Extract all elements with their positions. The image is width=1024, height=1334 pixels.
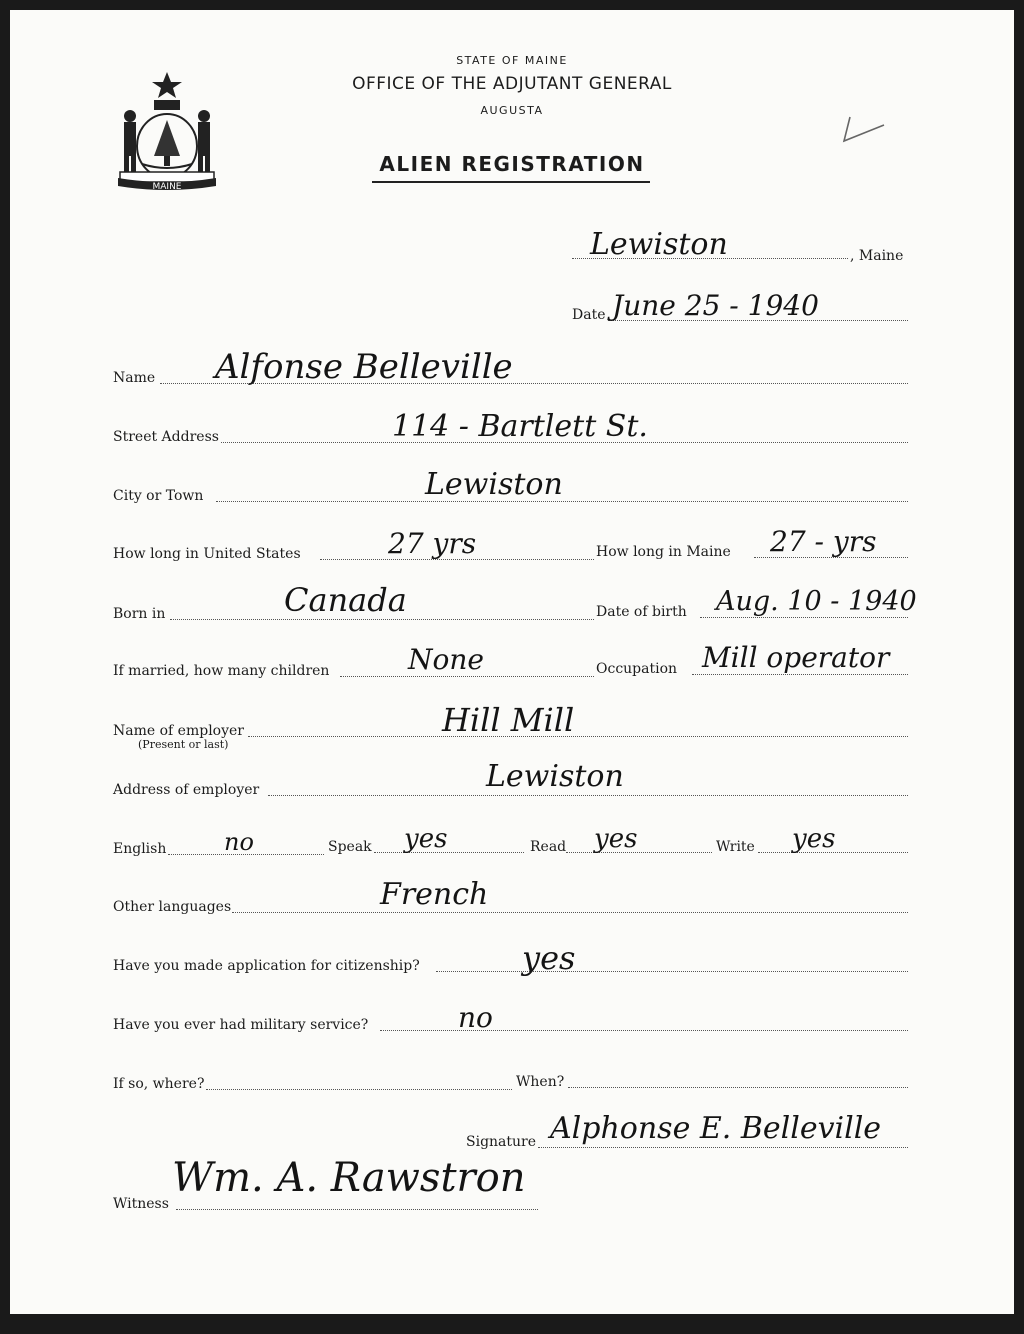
english-entry: no xyxy=(224,828,254,856)
date-label: Date xyxy=(572,307,606,323)
read-entry: yes xyxy=(594,824,638,854)
citizenship-line xyxy=(436,971,908,972)
form-title: ALIEN REGISTRATION xyxy=(379,152,645,176)
date-entry: June 25 - 1940 xyxy=(612,289,819,322)
employer-name-entry: Hill Mill xyxy=(442,701,575,739)
born-in-line xyxy=(170,619,594,620)
where-line xyxy=(206,1089,512,1090)
signature-entry: Alphonse E. Belleville xyxy=(550,1111,882,1146)
citizenship-label: Have you made application for citizenship? xyxy=(113,958,420,974)
where-label: If so, where? xyxy=(113,1076,205,1092)
speak-line xyxy=(374,852,524,853)
name-label: Name xyxy=(113,370,156,386)
street-address-entry: 114 - Bartlett St. xyxy=(392,409,648,444)
born-in-entry: Canada xyxy=(284,581,407,619)
employer-address-line xyxy=(268,795,908,796)
occupation-line xyxy=(692,674,908,675)
city-or-town-entry: Lewiston xyxy=(425,467,563,502)
title-underline xyxy=(372,181,650,183)
speak-label: Speak xyxy=(328,839,372,855)
occupation-entry: Mill operator xyxy=(702,641,890,674)
other-languages-entry: French xyxy=(380,877,489,912)
military-entry: no xyxy=(458,1001,493,1034)
read-label: Read xyxy=(530,839,567,855)
other-languages-line xyxy=(232,912,908,913)
witness-line xyxy=(176,1209,538,1210)
date-of-birth-line xyxy=(700,617,908,618)
street-address-label: Street Address xyxy=(113,429,219,445)
date-of-birth-entry: Aug. 10 - 1940 xyxy=(716,586,917,617)
employer-name-line xyxy=(248,736,908,737)
how-long-maine-entry: 27 - yrs xyxy=(770,525,877,558)
other-languages-label: Other languages xyxy=(113,899,232,915)
when-line xyxy=(568,1087,908,1088)
children-label: If married, how many children xyxy=(113,663,330,679)
header-city: AUGUSTA xyxy=(480,104,544,117)
svg-text:MAINE: MAINE xyxy=(152,182,182,192)
signature-label: Signature xyxy=(466,1134,537,1150)
checkmark-icon xyxy=(832,105,892,155)
citizenship-entry: yes xyxy=(522,939,576,977)
children-line xyxy=(340,676,594,677)
signature-line xyxy=(538,1147,908,1148)
read-line xyxy=(566,852,712,853)
military-label: Have you ever had military service? xyxy=(113,1017,369,1033)
how-long-us-label: How long in United States xyxy=(113,546,301,562)
witness-label: Witness xyxy=(113,1196,169,1212)
born-in-label: Born in xyxy=(113,606,166,622)
header-office: OFFICE OF THE ADJUTANT GENERAL xyxy=(352,74,672,94)
occupation-label: Occupation xyxy=(596,661,678,677)
header-state: STATE OF MAINE xyxy=(456,54,568,67)
witness-entry: Wm. A. Rawstron xyxy=(172,1155,526,1201)
name-entry: Alfonse Belleville xyxy=(215,347,513,387)
maine-label: , Maine xyxy=(850,248,904,264)
how-long-maine-label: How long in Maine xyxy=(596,544,731,560)
write-entry: yes xyxy=(792,824,836,854)
town-entry: Lewiston xyxy=(590,227,728,262)
employer-address-entry: Lewiston xyxy=(486,759,624,794)
date-of-birth-label: Date of birth xyxy=(596,604,687,620)
employer-name-label: Name of employer xyxy=(113,723,244,739)
employer-address-label: Address of employer xyxy=(113,782,260,798)
english-label: English xyxy=(113,841,167,857)
how-long-us-entry: 27 yrs xyxy=(388,527,477,560)
speak-entry: yes xyxy=(404,824,448,854)
registration-form xyxy=(10,10,1014,1314)
write-label: Write xyxy=(716,839,755,855)
when-label: When? xyxy=(516,1074,565,1090)
city-or-town-label: City or Town xyxy=(113,488,204,504)
employer-name-note: (Present or last) xyxy=(138,738,229,751)
children-entry: None xyxy=(408,643,484,676)
